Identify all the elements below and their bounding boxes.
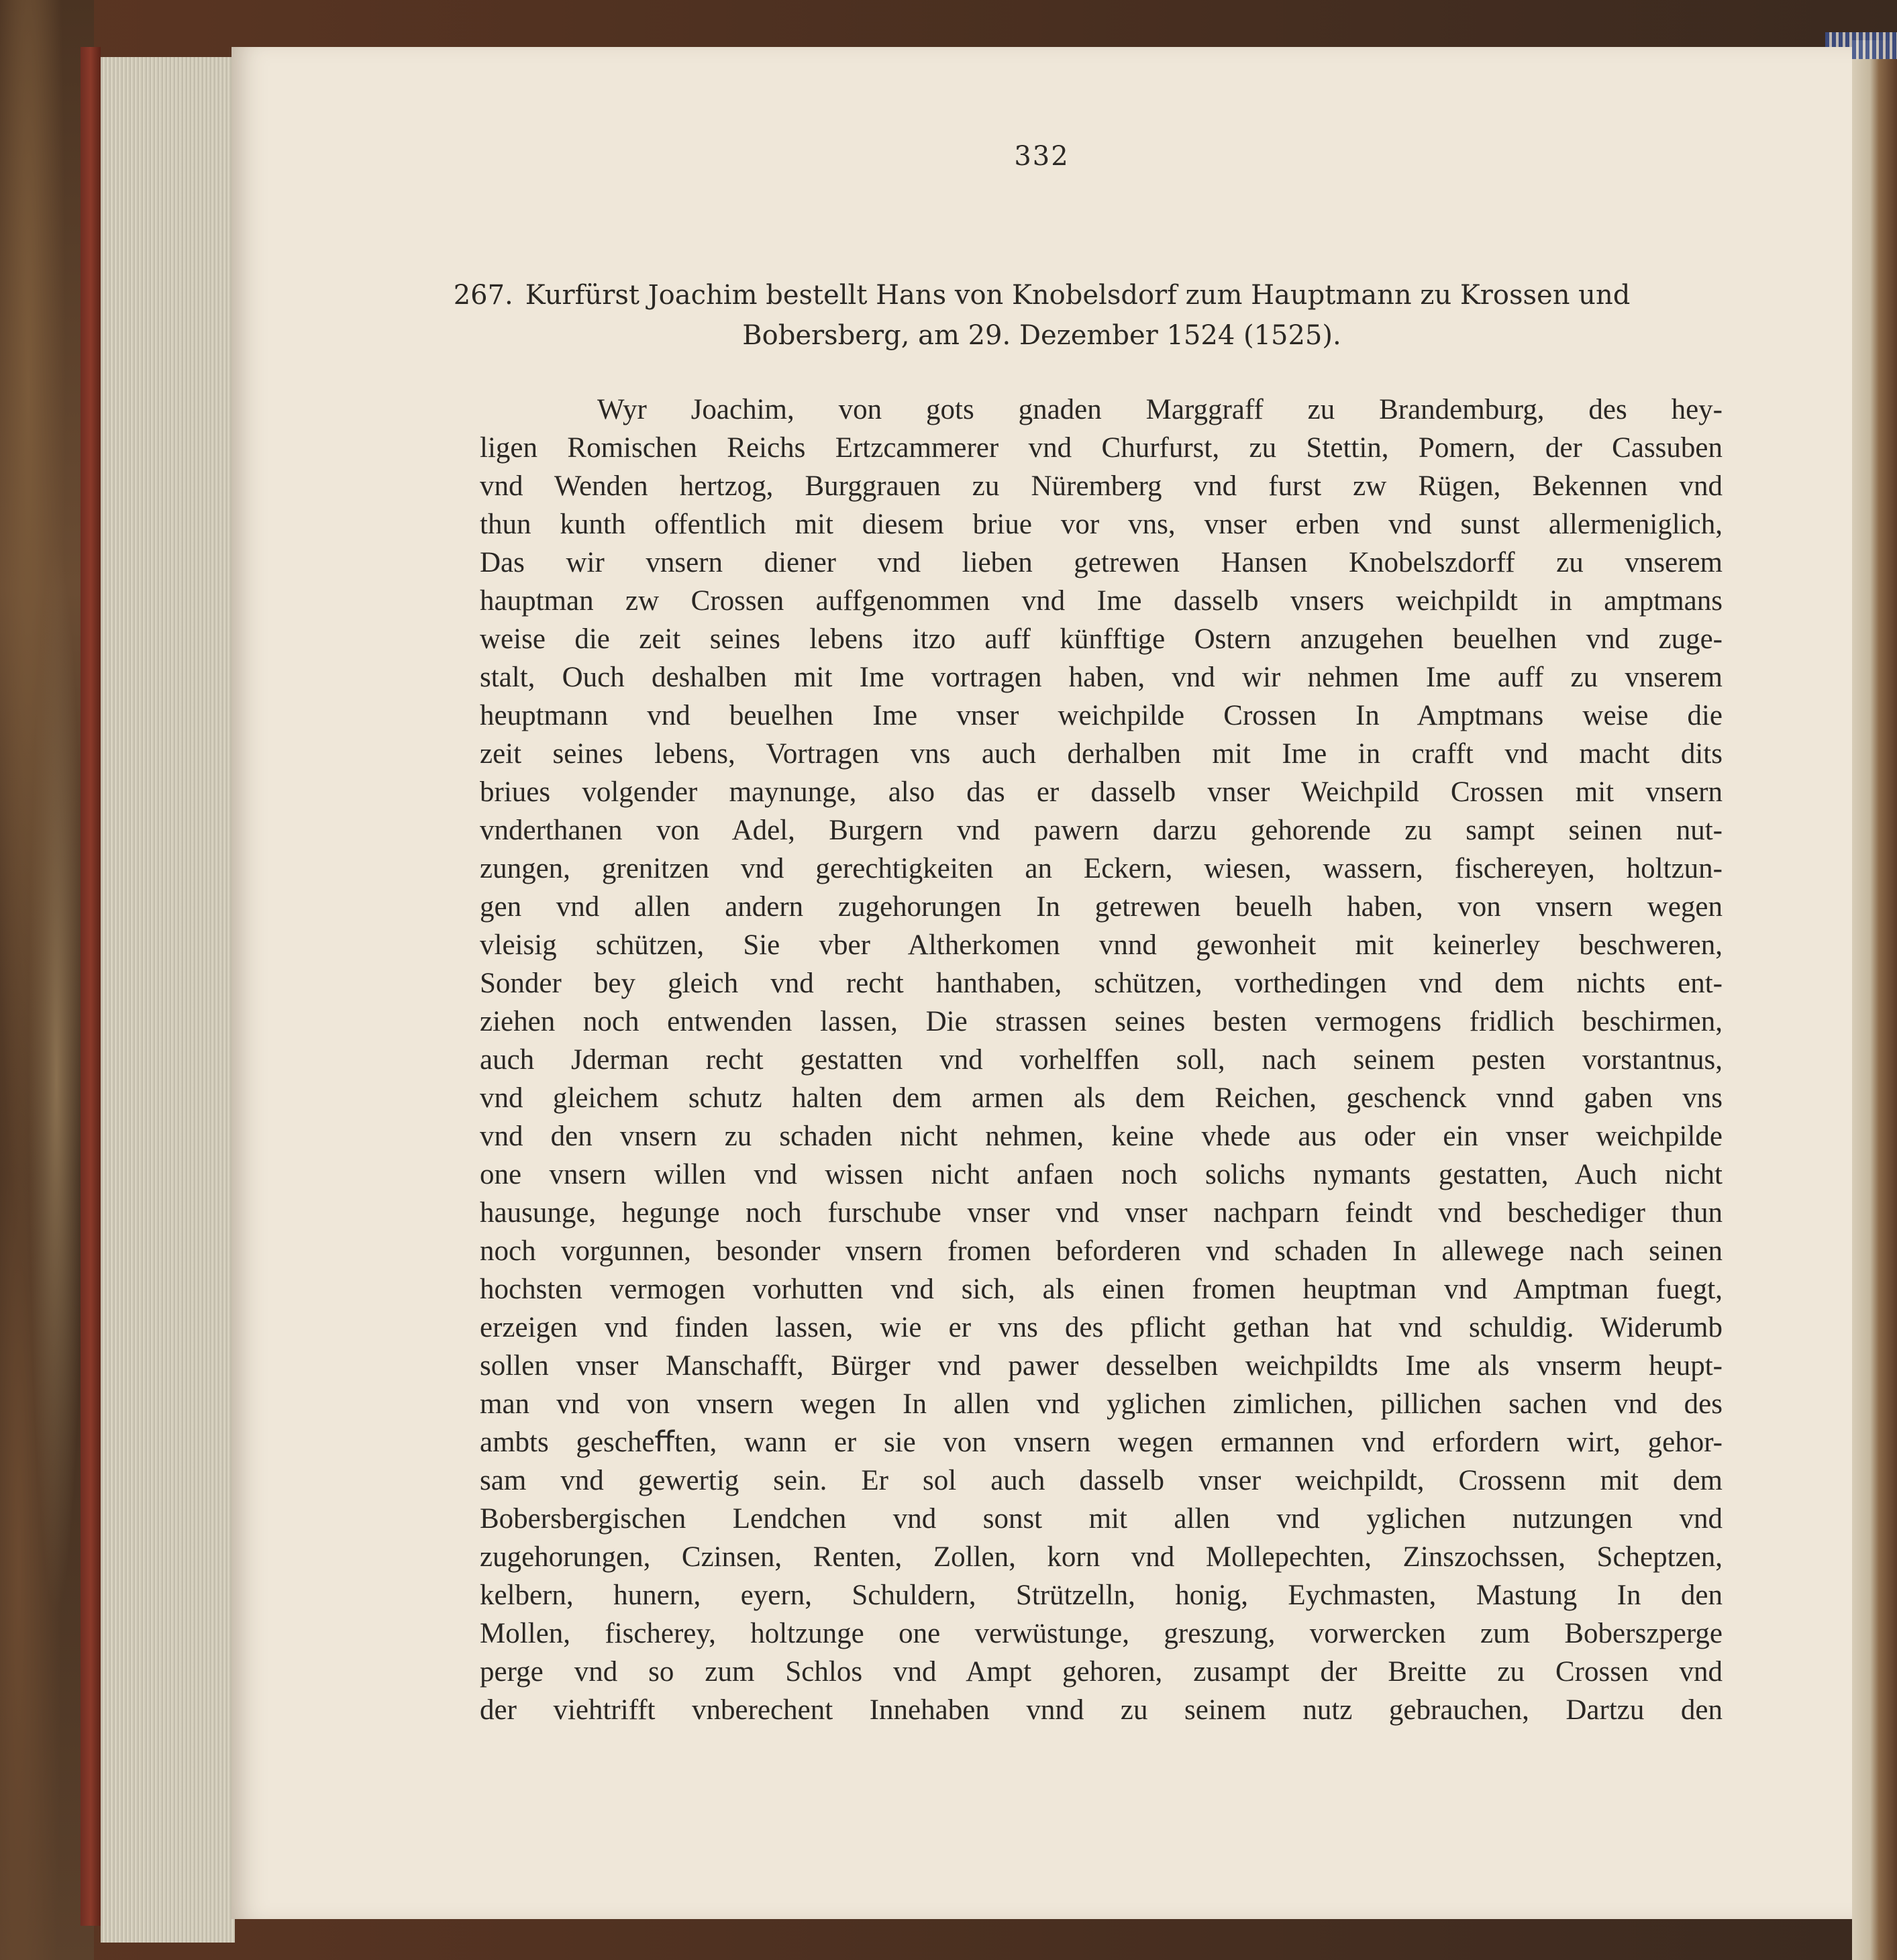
body-line: heuptmann vnd beuelhen Ime vnser weichpilde Crossen In Amptmans weise die [480,700,1723,731]
heading-line-2: Bobersberg, am 29. Dezember 1524 (1525). [742,320,1341,351]
body-line: auch Jderman recht gestatten vnd vorhelffen soll, nach seinem pesten vorstantnus, [480,1044,1723,1076]
book-spine [81,47,101,1926]
heading-text-1: Kurfürst Joachim bestellt Hans von Knobelsdorf zum Hauptmann zu Krossen und [525,280,1631,311]
entry-number: 267. [453,280,513,311]
body-line: Mollen, fischerey, holtzunge one verwüstunge, greszung, vorwercken zum Boberszperge [480,1618,1723,1649]
body-line: ambts gescheﬀten, wann er sie von vnsern wegen ermannen vnd erfordern wirt, gehor- [480,1427,1723,1458]
body-line: kelbern, hunern, eyern, Schuldern, Strützelln, honig, Eychmasten, Mastung In den [480,1580,1723,1611]
body-line: vnd Wenden hertzog, Burggrauen zu Nüremberg vnd furst zw Rügen, Bekennen vnd [480,470,1723,502]
heading-line-1 [232,275,1852,315]
body-line: stalt, Ouch deshalben mit Ime vortragen haben, vnd wir nehmen Ime auff zu vnserem [480,662,1723,693]
body-line: Das wir vnsern diener vnd lieben getrewen Hansen Knobelszdorff zu vnserem [480,547,1723,578]
body-line: erzeigen vnd finden lassen, wie er vns des pflicht gethan hat vnd schuldig. Widerumb [480,1312,1723,1343]
body-line: vleisig schützen, Sie vber Altherkomen vnnd gewonheit mit keinerley beschweren, [480,929,1723,961]
document-body [480,391,1723,1729]
body-line: hausunge, hegunge noch furschube vnser vnd vnser nachparn feindt vnd beschediger thun [480,1197,1723,1229]
body-line: sollen vnser Manschafft, Bürger vnd pawer desselben weichpildts Ime als vnserm heupt- [480,1350,1723,1382]
body-line: noch vorgunnen, besonder vnsern fromen beforderen vnd schaden In allewege nach seinen [480,1235,1723,1267]
body-line: ziehen noch entwenden lassen, Die strassen seines besten vermogens fridlich beschirmen, [480,1006,1723,1037]
body-line: hauptman zw Crossen auffgenommen vnd Ime dasselb vnsers weichpildt in amptmans [480,585,1723,617]
body-line: weise die zeit seines lebens itzo auff künfftige Ostern anzugehen beuelhen vnd zuge- [480,623,1723,655]
body-line: man vnd von vnsern wegen In allen vnd yglichen zimlichen, pillichen sachen vnd des [480,1388,1723,1420]
body-line: one vnsern willen vnd wissen nicht anfaen noch solichs nymants gestatten, Auch nicht [480,1159,1723,1190]
body-line: vnderthanen von Adel, Burgern vnd pawern darzu gehorende zu sampt seinen nut- [480,815,1723,846]
page-edges [101,57,235,1943]
body-line: zeit seines lebens, Vortragen vns auch derhalben mit Ime in crafft vnd macht dits [480,738,1723,770]
page-number: 332 [1014,141,1070,172]
body-line: gen vnd allen andern zugehorungen In getrewen beuelh haben, von vnsern wegen [480,891,1723,923]
body-line: perge vnd so zum Schlos vnd Ampt gehoren, zusampt der Breitte zu Crossen vnd [480,1656,1723,1688]
book-page [232,47,1852,1919]
body-line: thun kunth offentlich mit diesem briue vor vns, vnser erben vnd sunst allermeniglich, [480,509,1723,540]
marbled-cover-board [0,0,94,1960]
body-line: zungen, grenitzen vnd gerechtigkeiten an Eckern, wiesen, wassern, fischereyen, holtzun- [480,853,1723,884]
body-line: sam vnd gewertig sein. Er sol auch dasselb vnser weichpildt, Crossenn mit dem [480,1465,1723,1496]
body-line: zugehorungen, Czinsen, Renten, Zollen, korn vnd Mollepechten, Zinszochssen, Scheptzen, [480,1541,1723,1573]
body-line: hochsten vermogen vorhutten vnd sich, als einen fromen heuptman vnd Amptman fuegt, [480,1274,1723,1305]
body-line: ligen Romischen Reichs Ertzcammerer vnd Churfurst, zu Stettin, Pomern, der Cassuben [480,432,1723,464]
body-line: der viehtrifft vnberechent Innehaben vnnd zu seinem nutz gebrauchen, Dartzu den [480,1694,1723,1726]
body-line: Sonder bey gleich vnd recht hanthaben, schützen, vorthedingen vnd dem nichts ent- [480,968,1723,999]
body-line: vnd den vnsern zu schaden nicht nehmen, keine vhede aus oder ein vnser weichpilde [480,1121,1723,1152]
body-line: vnd gleichem schutz halten dem armen als dem Reichen, geschenck vnnd gaben vns [480,1082,1723,1114]
right-cover-edge [1852,40,1897,1960]
body-line: Wyr Joachim, von gots gnaden Marggraff zu Brandemburg, des hey- [597,394,1723,425]
body-line: briues volgender maynunge, also das er dasselb vnser Weichpild Crossen mit vnsern [480,776,1723,808]
document-heading [232,275,1852,356]
body-line: Bobersbergischen Lendchen vnd sonst mit allen vnd yglichen nutzungen vnd [480,1503,1723,1535]
